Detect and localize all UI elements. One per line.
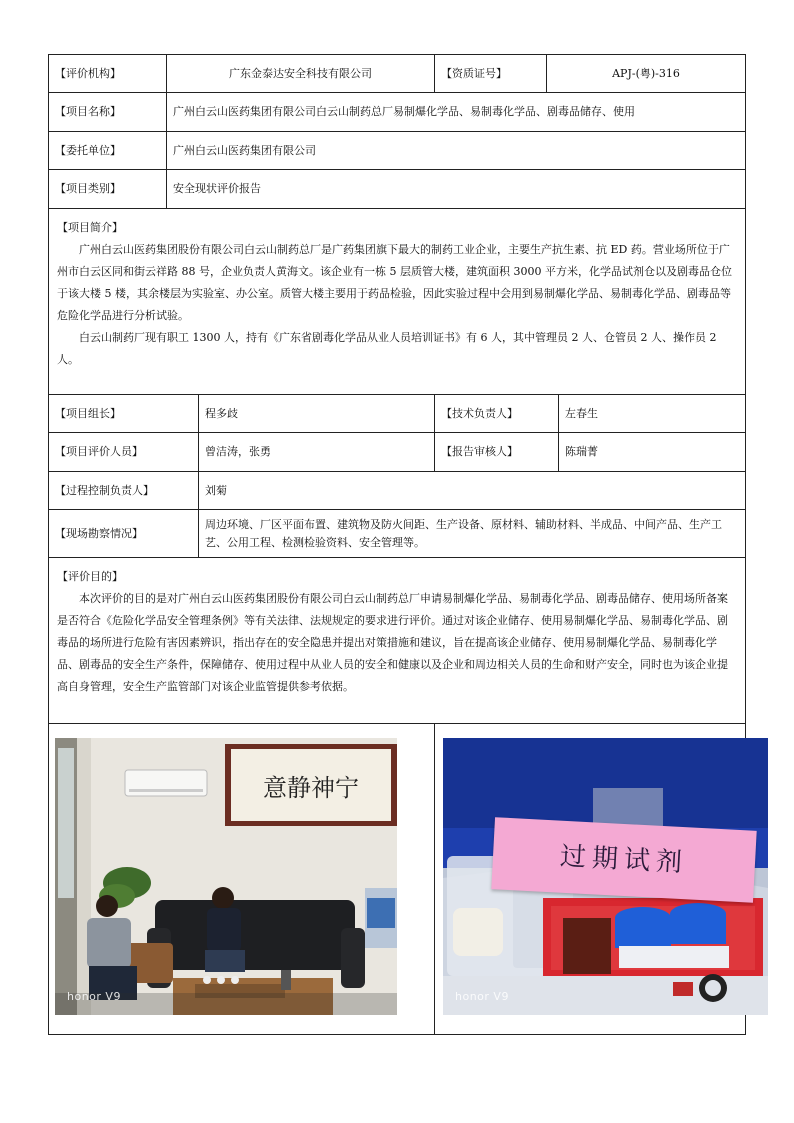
category-value: 安全现状评价报告 <box>167 170 746 209</box>
intro-paragraph-1: 广州白云山医药集团股份有限公司白云山制药总厂是广药集团旗下最大的制药工业企业，主要生产抗生素、抗 ED 药。营业场所位于广州市白云区同和街云祥路 88 号，企业负责人黄海文。该企业有一栋 5 层质管大楼，建筑面积 3000 平方米，化学品试剂仓以及剧毒品仓位于该大楼 5 楼，其余楼层为实验室、办公室。质管大楼主要用于药品检验，因此实验过程中会用到易制爆化学品、易制毒化学品、剧毒品等危险化学品进行分析试验。 <box>57 243 732 322</box>
intro-heading: 【项目简介】 <box>57 221 123 234</box>
row-category <box>49 170 746 209</box>
org-label: 【评价机构】 <box>49 55 167 93</box>
purpose-text: 本次评价的目的是对广州白云山医药集团股份有限公司白云山制药总厂申请易制爆化学品、易制毒化学品、剧毒品储存、使用场所备案是否符合《危险化学品安全管理条例》等有关法律、法规规定的要求进行评价。通过对该企业储存、使用易制爆化学品、易制毒化学品、剧毒品的场所进行危险有害因素辨识，指出存在的安全隐患并提出对策措施和建议，旨在提高该企业储存、使用易制爆化学品、易制毒化学品、剧毒品的安全生产条件，保障储存、使用过程中从业人员的安全和健康以及企业和周边相关人员的生命和财产安全，同时也为该企业提高自身管理，安全生产监管部门对该企业监管提供参考依据。 <box>57 592 728 693</box>
info-table <box>48 54 746 1035</box>
survey-label: 【现场勘察情况】 <box>49 510 199 558</box>
process-label: 【过程控制负责人】 <box>49 472 199 510</box>
row-intro <box>49 209 746 395</box>
row-site-survey <box>49 510 746 558</box>
row-organization <box>49 55 746 93</box>
intro-paragraph-2: 白云山制药厂现有职工 1300 人，持有《广东省剧毒化学品从业人员培训证书》有 6 人，其中管理员 2 人、仓管员 2 人、操作员 2 人。 <box>57 331 717 366</box>
photo-right-cell <box>435 724 746 1035</box>
process-value: 刘菊 <box>199 472 746 510</box>
survey-value: 周边环境、厂区平面布置、建筑物及防火间距、生产设备、原材料、辅助材料、半成品、中间产品、生产工艺、公用工程、检测检验资料、安全管理等。 <box>199 510 746 558</box>
row-photos <box>49 724 746 1035</box>
office-scene <box>55 738 397 1015</box>
client-label: 【委托单位】 <box>49 132 167 170</box>
evaluators-value: 曾洁涛，张勇 <box>199 433 435 472</box>
reviewer-label: 【报告审核人】 <box>435 433 559 472</box>
photo-left-cell <box>49 724 435 1035</box>
row-process-control <box>49 472 746 510</box>
client-value: 广州白云山医药集团有限公司 <box>167 132 746 170</box>
leader-label: 【项目组长】 <box>49 395 199 433</box>
row-purpose <box>49 558 746 724</box>
tech-label: 【技术负责人】 <box>435 395 559 433</box>
reviewer-value: 陈瑞菁 <box>559 433 746 472</box>
reagent-photo <box>443 738 768 1015</box>
tech-value: 左春生 <box>559 395 746 433</box>
right-photo-watermark: honor V9 <box>455 989 509 1003</box>
row-leader <box>49 395 746 433</box>
purpose-heading: 【评价目的】 <box>57 570 123 583</box>
office-photo <box>55 738 397 1015</box>
leader-value: 程多歧 <box>199 395 435 433</box>
project-name-label: 【项目名称】 <box>49 93 167 132</box>
org-value: 广东金泰达安全科技有限公司 <box>167 55 435 93</box>
row-evaluators <box>49 433 746 472</box>
category-label: 【项目类别】 <box>49 170 167 209</box>
calligraphy-text: 意静神宁 <box>263 774 359 802</box>
purpose-cell <box>49 558 746 724</box>
row-client <box>49 132 746 170</box>
project-name-value: 广州白云山医药集团有限公司白云山制药总厂易制爆化学品、易制毒化学品、剧毒品储存、使用 <box>167 93 746 132</box>
cert-value: APJ-(粤)-316 <box>547 55 746 93</box>
evaluators-label: 【项目评价人员】 <box>49 433 199 472</box>
evaluation-form <box>48 54 745 1035</box>
expired-reagents-sign: 过期试剂 <box>491 817 756 903</box>
cert-label: 【资质证号】 <box>435 55 547 93</box>
left-photo-watermark: honor V9 <box>67 989 121 1003</box>
intro-cell <box>49 209 746 395</box>
row-project-name <box>49 93 746 132</box>
